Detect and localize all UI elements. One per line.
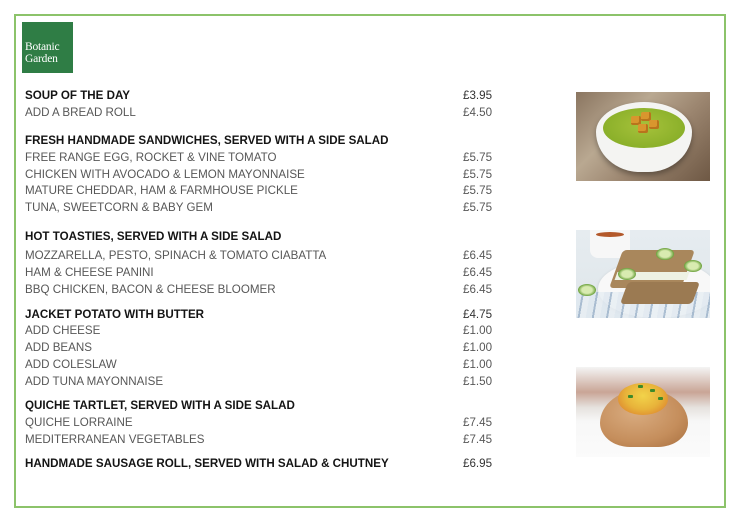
menu-price: £5.75 xyxy=(463,168,493,181)
menu-heading-sandwiches: FRESH HANDMADE SANDWICHES, SERVED WITH A SIDE SALAD xyxy=(25,134,389,147)
chive-shape xyxy=(658,397,663,400)
menu-price: £5.75 xyxy=(463,184,493,197)
menu-item: ADD TUNA MAYONNAISE xyxy=(25,375,164,388)
menu-item: ADD A BREAD ROLL xyxy=(25,106,136,119)
jacket-potato-photo xyxy=(576,367,710,457)
menu-item: TUNA, SWEETCORN & BABY GEM xyxy=(25,201,213,214)
cucumber-shape xyxy=(618,268,636,280)
menu-heading-soup: SOUP OF THE DAY xyxy=(25,89,131,102)
menu-heading-quiche: QUICHE TARTLET, SERVED WITH A SIDE SALAD xyxy=(25,399,295,412)
menu-price: £3.95 xyxy=(463,89,493,102)
chive-shape xyxy=(638,385,643,388)
crouton-shape xyxy=(638,124,648,133)
menu-heading-jacket-potato: JACKET POTATO WITH BUTTER xyxy=(25,308,205,321)
menu-price: £4.75 xyxy=(463,308,493,321)
cucumber-shape xyxy=(578,284,596,296)
menu-price: £7.45 xyxy=(463,433,493,446)
logo-line-2: Garden xyxy=(25,53,58,65)
menu-item: FREE RANGE EGG, ROCKET & VINE TOMATO xyxy=(25,151,277,164)
menu-price: £1.00 xyxy=(463,324,493,337)
sandwich-photo xyxy=(576,230,710,318)
menu-heading-toasties: HOT TOASTIES, SERVED WITH A SIDE SALAD xyxy=(25,230,282,243)
menu-price: £7.45 xyxy=(463,416,493,429)
chive-shape xyxy=(628,395,633,398)
menu-price: £1.50 xyxy=(463,375,493,388)
menu-price: £1.00 xyxy=(463,358,493,371)
menu-item: QUICHE LORRAINE xyxy=(25,416,133,429)
menu-price: £6.45 xyxy=(463,249,493,262)
menu-heading-sausage-roll: HANDMADE SAUSAGE ROLL, SERVED WITH SALAD & CHUTNEY xyxy=(25,457,389,470)
cucumber-shape xyxy=(684,260,702,272)
menu-item: CHICKEN WITH AVOCADO & LEMON MAYONNAISE xyxy=(25,168,305,181)
menu-item: ADD COLESLAW xyxy=(25,358,117,371)
logo-line-1: Botanic xyxy=(25,41,60,53)
menu-price: £6.45 xyxy=(463,283,493,296)
bread-shape xyxy=(620,282,700,304)
crouton-shape xyxy=(649,120,659,129)
menu-price: £5.75 xyxy=(463,151,493,164)
menu-price: £1.00 xyxy=(463,341,493,354)
menu-price: £5.75 xyxy=(463,201,493,214)
menu-price: £6.95 xyxy=(463,457,493,470)
menu-item: MATURE CHEDDAR, HAM & FARMHOUSE PICKLE xyxy=(25,184,298,197)
menu-item: ADD CHEESE xyxy=(25,324,101,337)
cucumber-shape xyxy=(656,248,674,260)
botanic-garden-logo xyxy=(22,22,73,73)
soup-photo xyxy=(576,92,710,181)
menu-item: ADD BEANS xyxy=(25,341,93,354)
menu-item: HAM & CHEESE PANINI xyxy=(25,266,154,279)
chive-shape xyxy=(650,389,655,392)
menu-item: BBQ CHICKEN, BACON & CHEESE BLOOMER xyxy=(25,283,276,296)
menu-item: MEDITERRANEAN VEGETABLES xyxy=(25,433,205,446)
tea-shape xyxy=(596,232,624,237)
menu-item: MOZZARELLA, PESTO, SPINACH & TOMATO CIABATTA xyxy=(25,249,327,262)
menu-price: £6.45 xyxy=(463,266,493,279)
menu-price: £4.50 xyxy=(463,106,493,119)
